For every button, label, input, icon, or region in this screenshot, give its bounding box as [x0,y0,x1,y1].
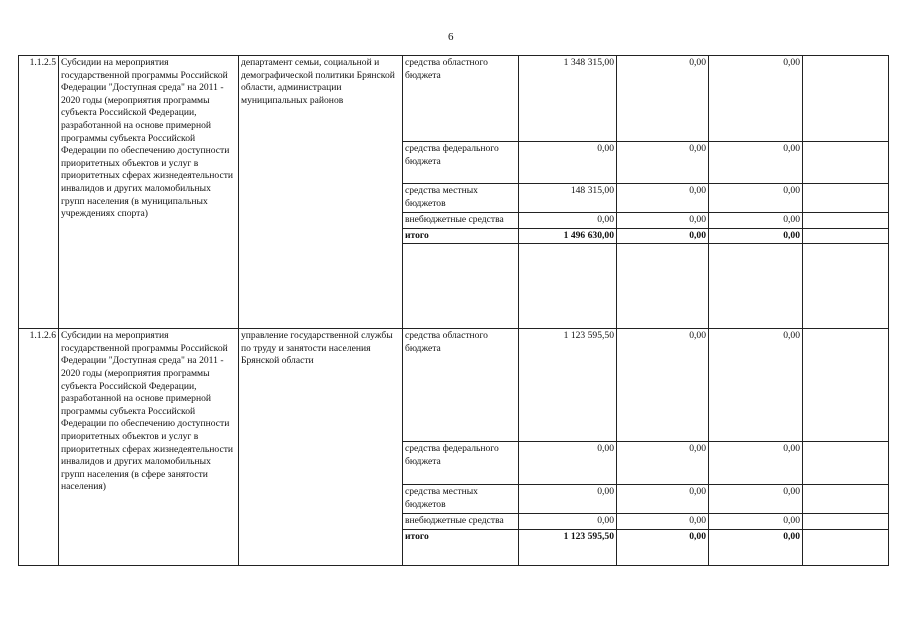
funding-value: 0,00 [709,184,803,213]
funding-value: 0,00 [709,514,803,530]
funding-total-value: 0,00 [617,529,709,565]
funding-value: 0,00 [617,442,709,485]
funding-value: 1 123 595,50 [519,329,617,442]
funding-value: 148 315,00 [519,184,617,213]
funding-value: 0,00 [709,213,803,229]
funding-source: средства местных бюджетов [403,184,519,213]
item-code: 1.1.2.6 [19,329,59,566]
funding-source: средства федерального бюджета [403,442,519,485]
empty-cell [617,244,709,329]
empty-cell [803,213,889,229]
funding-value: 0,00 [519,142,617,184]
funding-value: 0,00 [709,142,803,184]
funding-total-label: итого [403,228,519,244]
funding-total-value: 0,00 [709,529,803,565]
empty-cell [803,514,889,530]
funding-source: средства федерального бюджета [403,142,519,184]
funding-value: 0,00 [617,329,709,442]
funding-value: 0,00 [709,442,803,485]
funding-value: 0,00 [519,485,617,514]
funding-value: 0,00 [519,442,617,485]
empty-cell [803,184,889,213]
item-code: 1.1.2.5 [19,56,59,329]
funding-total-value: 1 496 630,00 [519,228,617,244]
funding-value: 0,00 [617,485,709,514]
item-name: Субсидии на мероприятия государственной программы Российской Федерации "Доступная среда" на 2011 - 2020 годы (мероприятия программы субъекта Российской Федерации, разработанной на основе примерной программы субъекта Российской Федерации по обеспечению доступности приоритетных объектов и услуг в приоритетных сферах жизнедеятельности инвалидов и других маломобильных групп населения (в муниципальных учреждениях спорта) [59,56,239,329]
funding-value: 0,00 [617,56,709,142]
funding-total-label: итого [403,529,519,565]
empty-cell [403,244,519,329]
empty-cell [803,485,889,514]
funding-source: средства местных бюджетов [403,485,519,514]
funding-total-value: 0,00 [617,228,709,244]
program-table [18,55,889,566]
funding-source: внебюджетные средства [403,514,519,530]
funding-value: 0,00 [617,213,709,229]
empty-cell [709,244,803,329]
funding-value: 0,00 [709,56,803,142]
funding-value: 0,00 [709,485,803,514]
empty-cell [803,142,889,184]
empty-cell [803,529,889,565]
funding-value: 0,00 [519,514,617,530]
funding-value: 0,00 [617,142,709,184]
table-row [19,329,889,442]
funding-source: средства областного бюджета [403,329,519,442]
item-executor: управление государственной службы по труду и занятости населения Брянской области [239,329,403,566]
empty-cell [803,244,889,329]
funding-value: 1 348 315,00 [519,56,617,142]
empty-cell [803,56,889,142]
empty-cell [803,228,889,244]
empty-cell [803,329,889,442]
funding-value: 0,00 [617,184,709,213]
funding-source: внебюджетные средства [403,213,519,229]
funding-value: 0,00 [709,329,803,442]
funding-source: средства областного бюджета [403,56,519,142]
empty-cell [519,244,617,329]
funding-total-value: 1 123 595,50 [519,529,617,565]
item-executor: департамент семьи, социальной и демографической политики Брянской области, администрации муниципальных районов [239,56,403,329]
funding-value: 0,00 [617,514,709,530]
funding-total-value: 0,00 [709,228,803,244]
empty-cell [803,442,889,485]
table-row [19,56,889,142]
item-name: Субсидии на мероприятия государственной программы Российской Федерации "Доступная среда" на 2011 - 2020 годы (мероприятия программы субъекта Российской Федерации, разработанной на основе примерной программы субъекта Российской Федерации по обеспечению доступности приоритетных объектов и услуг в приоритетных сферах жизнедеятельности инвалидов и других маломобильных групп населения (в сфере занятости населения) [59,329,239,566]
page-number: 6 [448,31,454,43]
funding-value: 0,00 [519,213,617,229]
